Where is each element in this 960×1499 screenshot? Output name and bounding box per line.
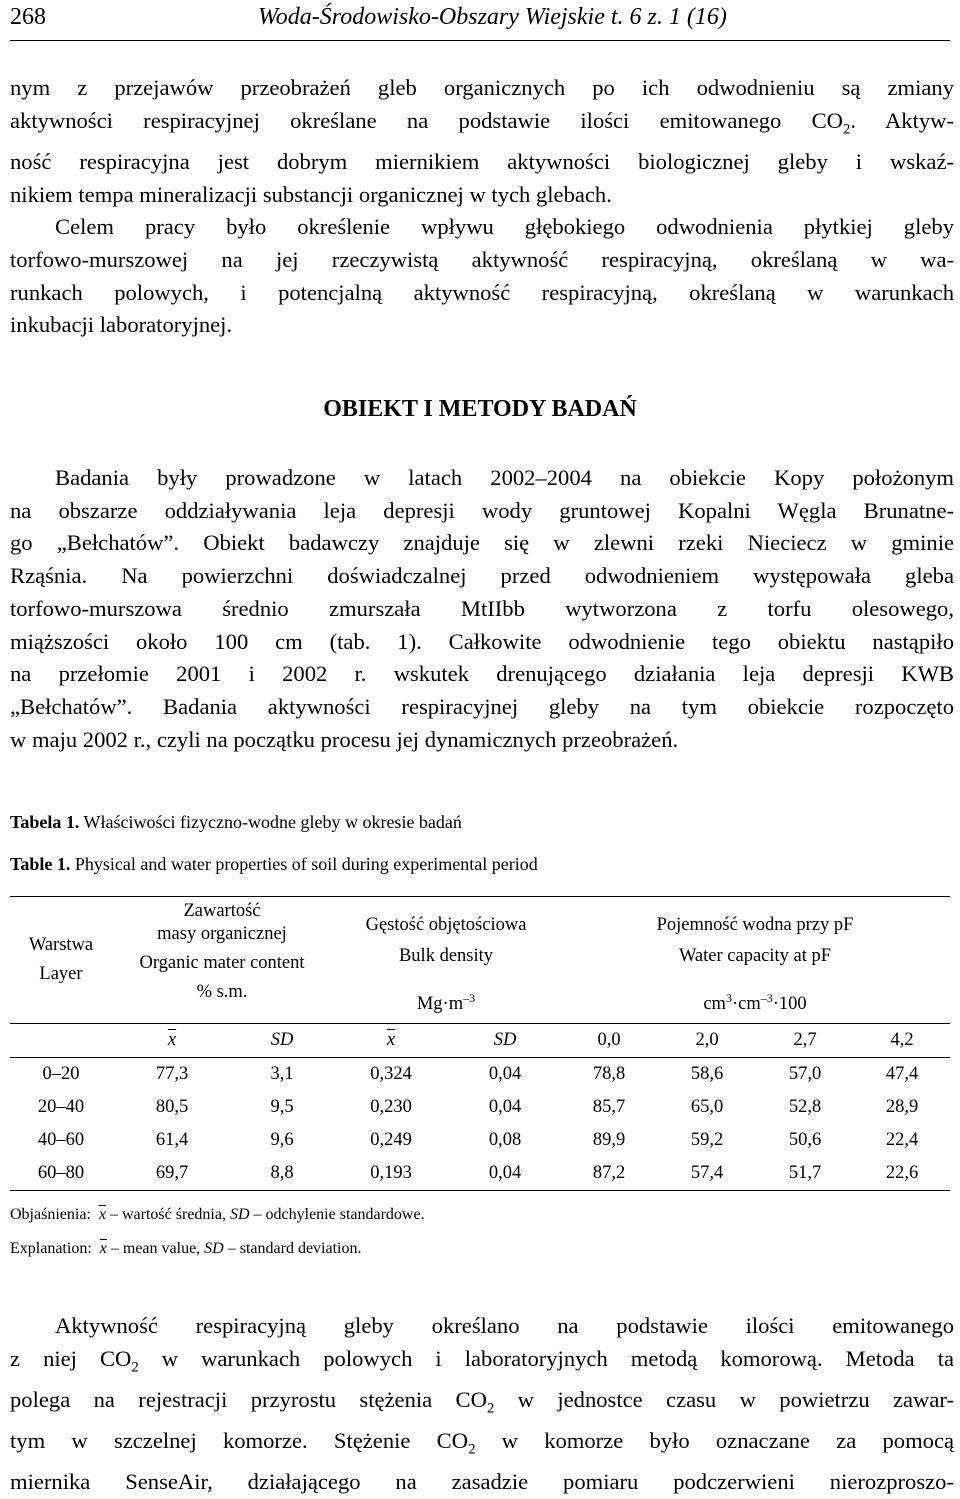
text-line: nikiem tempa mineralizacji substancji organicznej w tych glebach. xyxy=(10,181,612,207)
text-line: inkubacji laboratoryjnej. xyxy=(10,312,233,338)
header-rule xyxy=(10,40,950,41)
text-line: „Bełchatów”. Badania aktywności respiracyjnej gleby na tym obiekcie rozpoczęto xyxy=(10,693,954,719)
soil-properties-table xyxy=(10,896,950,1191)
text-line: tym w szczelnej komorze. Stężenie $CO_2$ w komorze było oznaczane za pomocą xyxy=(10,1428,955,1458)
text-line: aktywności respiracyjnej określane na podstawie ilości emitowanego $CO_2$. Aktyw- xyxy=(10,107,955,138)
text-line: Aktywność respiracyjną gleby określano na podstawie ilości emitowanego xyxy=(55,1313,954,1338)
text-line: ność respiracyjna jest dobrym miernikiem aktywności biologicznej gleby i wskaź- xyxy=(10,148,954,174)
table-row: 60–80 69,7 8,8 0,193 0,04 87,2 57,4 51,7 22,6 xyxy=(10,1157,950,1191)
running-header xyxy=(10,4,950,38)
text-line: z niej $CO_2$ w warunkach polowych i laboratoryjnych metodą komorową. Metoda ta xyxy=(10,1345,955,1376)
subheader-mean: $\overline{x}$ xyxy=(167,1030,177,1050)
subheader-sd: SD xyxy=(270,1030,294,1050)
subheader-mean: $\overline{x}$ xyxy=(386,1030,396,1050)
text-line: nym z przejawów przeobrażeń gleb organicznych po ich odwodnieniu są zmiany xyxy=(10,75,954,100)
table-caption-en: Table 1. Physical and water properties of soil during experimental period xyxy=(10,854,538,874)
text-line: miąższości około 100 cm (tab. 1). Całkowite odwodnienie tego obiektu nastąpiło xyxy=(10,628,954,654)
header-water-capacity: Pojemność wodna przy pF Water capacity at pF $cm^3\cdot cm^{-3}\cdot 100$ xyxy=(656,915,854,1015)
subheader-sd: SD xyxy=(493,1030,517,1050)
text-line: miernika SenseAir, działającego na zasadzie pomiaru podczerwieni nierozproszo- xyxy=(10,1469,954,1495)
closing-paragraph xyxy=(10,1310,954,1499)
header-organic-matter: Zawartość masy organicznej Organic mater content % s.m. xyxy=(139,901,305,1002)
table-note-pl: Objaśnienia: $\overline{x}$ – wartość średnia, SD – odchylenie standardowe. xyxy=(10,1206,425,1223)
subheader-pf: 2,7 xyxy=(793,1030,817,1050)
table-row: 0–20 77,3 3,1 0,324 0,04 78,8 58,6 57,0 47,4 xyxy=(42,1064,919,1084)
header-layer: Warstwa Layer xyxy=(28,935,94,984)
journal-title: Woda-Środowisko-Obszary Wiejskie t. 6 z. 1 (16) xyxy=(258,4,727,30)
table-row: 20–40 80,5 9,5 0,230 0,04 85,7 65,0 52,8 28,9 xyxy=(37,1097,919,1117)
table-note-en: Explanation: $\overline{x}$ – mean value, SD – standard deviation. xyxy=(10,1240,362,1257)
intro-paragraph xyxy=(10,72,954,342)
subheader-pf: 4,2 xyxy=(890,1030,914,1050)
subheader-pf: 2,0 xyxy=(695,1030,719,1050)
text-line: Celem pracy było określenie wpływu głębokiego odwodnienia płytkiej gleby xyxy=(55,214,954,240)
methods-paragraph xyxy=(10,462,954,756)
text-line: runkach polowych, i potencjalną aktywność respiracyjną, określaną w warunkach xyxy=(10,279,954,305)
text-line: polega na rejestracji przyrostu stężenia $CO_2$ w jednostce czasu w powietrzu zawar- xyxy=(10,1386,954,1417)
table-subheader-row xyxy=(10,1024,950,1058)
section-heading: OBIEKT I METODY BADAŃ xyxy=(323,396,637,422)
page-number: 268 xyxy=(10,4,46,30)
subheader-pf: 0,0 xyxy=(597,1030,621,1050)
text-line: na przełomie 2001 i 2002 r. wskutek drenującego działania leja depresji KWB xyxy=(10,661,954,687)
text-line: Rząśnia. Na powierzchni doświadczalnej przed odwodnieniem występowała gleba xyxy=(10,563,954,589)
table-caption-pl: Tabela 1. Właściwości fizyczno-wodne gleby w okresie badań xyxy=(10,812,462,832)
text-line: torfowo-murszowej na jej rzeczywistą aktywność respiracyjną, określaną w wa- xyxy=(10,247,954,273)
table-header-row xyxy=(10,897,950,1024)
text-line: torfowo-murszowa średnio zmurszała MtIIbb wytworzona z torfu olesowego, xyxy=(10,595,954,621)
text-line: na obszarze oddziaływania leja depresji wody gruntowej Kopalni Węgla Brunatne- xyxy=(10,497,954,523)
header-bulk-density: Gęstość objętościowa Bulk density $Mg\cdot m^{-3}$ xyxy=(365,915,527,1015)
table-row: 40–60 61,4 9,6 0,249 0,08 89,9 59,2 50,6 22,4 xyxy=(37,1130,919,1150)
text-line: w maju 2002 r., czyli na początku procesu jej dynamicznych przeobrażeń. xyxy=(10,726,679,752)
text-line: Badania były prowadzone w latach 2002–2004 na obiekcie Kopy położonym xyxy=(55,465,954,490)
text-line: go „Bełchatów”. Obiekt badawczy znajduje się w zlewni rzeki Nieciecz w gminie xyxy=(10,530,954,556)
